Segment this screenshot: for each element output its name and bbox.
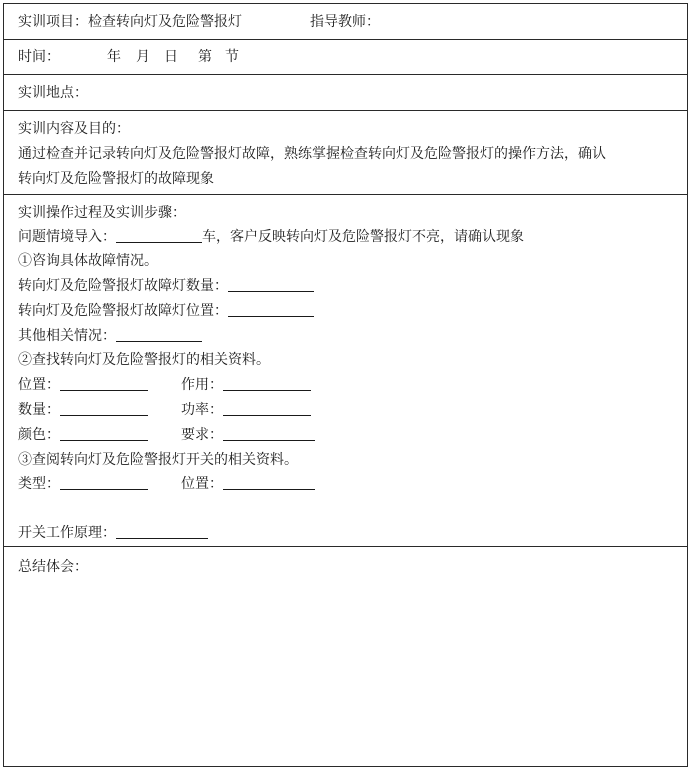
principle-line [18, 523, 208, 543]
vehicle-blank[interactable] [116, 228, 202, 243]
fault-location-line [18, 301, 314, 321]
row-project [4, 4, 687, 40]
color-line [18, 425, 148, 445]
row-content [4, 111, 687, 195]
function-blank[interactable] [223, 376, 311, 391]
year-label: 年 [107, 49, 121, 65]
requirement-blank[interactable] [223, 426, 315, 441]
time-label: 时间： [18, 49, 60, 65]
step-3: ③查阅转向灯及危险警报灯开关的相关资料。 [18, 452, 298, 468]
switch-position-line [181, 474, 315, 494]
intro-suffix: 车，客户反映转向灯及危险警报灯不亮，请确认现象 [202, 229, 524, 245]
period-label-a: 第 [198, 49, 212, 65]
requirement-label: 要求： [181, 427, 223, 443]
fault-count-blank[interactable] [228, 277, 314, 292]
type-blank[interactable] [60, 475, 148, 490]
content-line-2: 转向灯及危险警报灯的故障现象 [18, 171, 214, 187]
procedure-heading: 实训操作过程及实训步骤： [18, 205, 186, 221]
fault-location-blank[interactable] [228, 302, 314, 317]
training-record-form [3, 3, 688, 767]
quantity-label: 数量： [18, 402, 60, 418]
position-line [18, 375, 148, 395]
switch-position-blank[interactable] [223, 475, 315, 490]
quantity-blank[interactable] [60, 401, 148, 416]
row-time [4, 40, 687, 75]
fault-count-label: 转向灯及危险警报灯故障灯数量： [18, 278, 228, 294]
row-place [4, 75, 687, 111]
color-label: 颜色： [18, 427, 60, 443]
requirement-line [181, 425, 315, 445]
row-procedure [4, 195, 687, 547]
position-blank[interactable] [60, 376, 148, 391]
content-heading: 实训内容及目的： [18, 121, 130, 137]
position-label: 位置： [18, 377, 60, 393]
period-label-b: 节 [225, 49, 239, 65]
fault-count-line [18, 276, 314, 296]
function-label: 作用： [181, 377, 223, 393]
type-label: 类型： [18, 476, 60, 492]
step-2: ②查找转向灯及危险警报灯的相关资料。 [18, 352, 270, 368]
type-line [18, 474, 148, 494]
function-line [181, 375, 311, 395]
other-blank[interactable] [116, 327, 202, 342]
intro-prefix: 问题情境导入： [18, 229, 116, 245]
month-label: 月 [136, 49, 150, 65]
other-line [18, 326, 202, 346]
content-line-1: 通过检查并记录转向灯及危险警报灯故障，熟练掌握检查转向灯及危险警报灯的操作方法，确认 [18, 146, 606, 162]
color-blank[interactable] [60, 426, 148, 441]
project-label: 实训项目：检查转向灯及危险警报灯 [18, 14, 242, 30]
power-label: 功率： [181, 402, 223, 418]
place-label: 实训地点： [18, 85, 88, 101]
teacher-label: 指导教师： [310, 14, 380, 30]
fault-location-label: 转向灯及危险警报灯故障灯位置： [18, 303, 228, 319]
switch-position-label: 位置： [181, 476, 223, 492]
power-blank[interactable] [223, 401, 311, 416]
principle-label: 开关工作原理： [18, 525, 116, 541]
intro-line [18, 227, 524, 247]
summary-label: 总结体会： [18, 559, 88, 575]
step-1: ①咨询具体故障情况。 [18, 253, 158, 269]
quantity-line [18, 400, 148, 420]
summary-writing-area[interactable] [4, 583, 687, 766]
other-label: 其他相关情况： [18, 328, 116, 344]
day-label: 日 [164, 49, 178, 65]
row-summary [4, 547, 687, 766]
power-line [181, 400, 311, 420]
principle-blank[interactable] [116, 524, 208, 539]
